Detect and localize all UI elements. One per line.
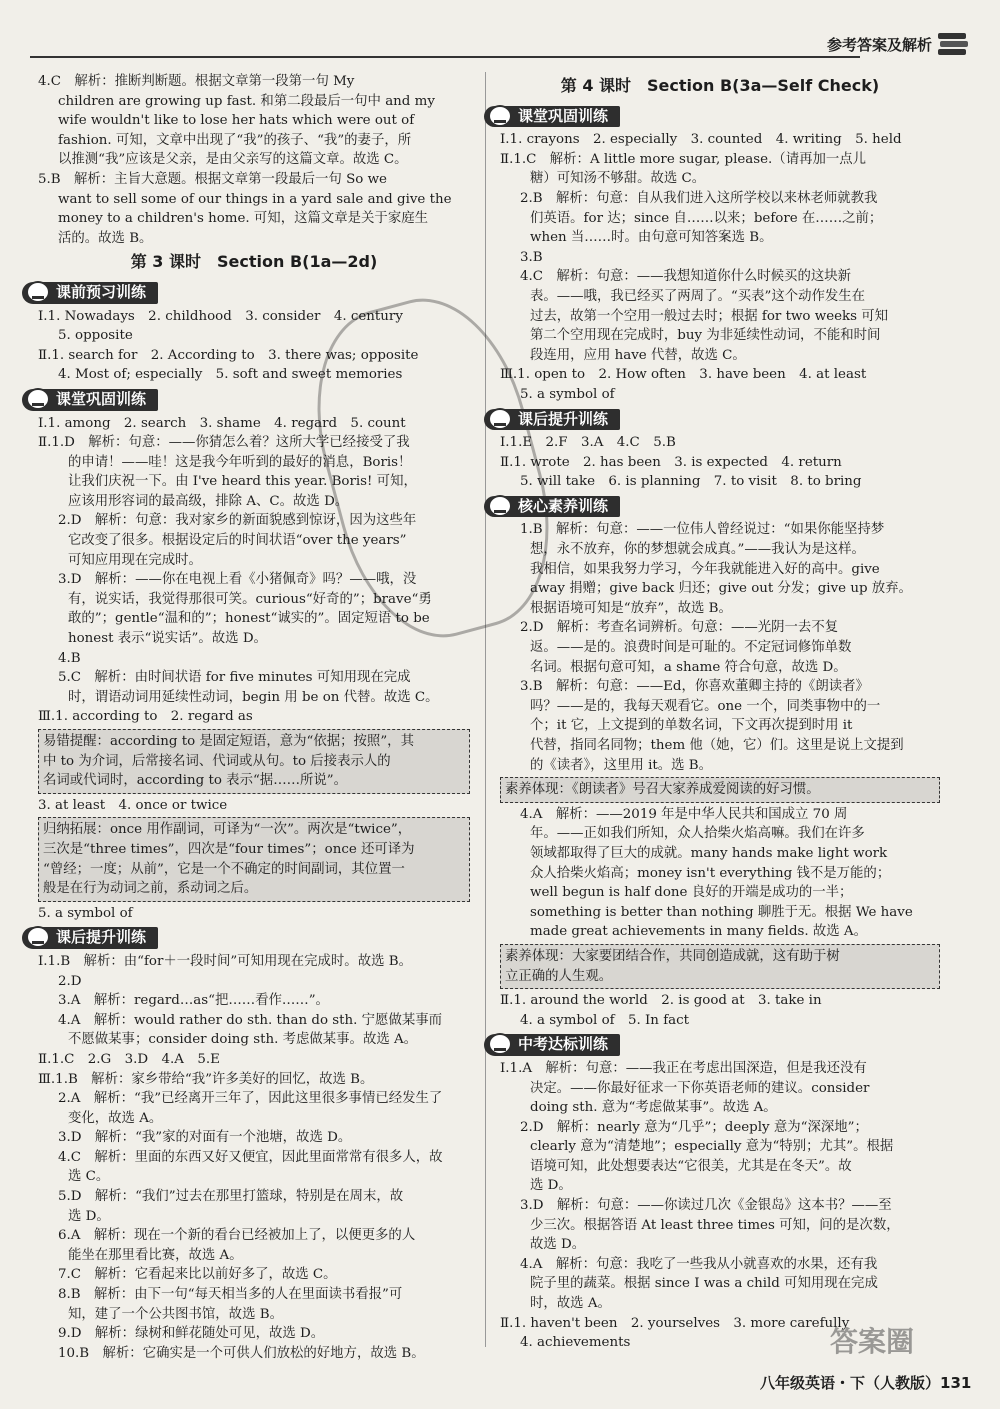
answer-line: 以推测“我”应该是父亲，是由父亲写的这篇文章。故选 C。 xyxy=(58,152,408,168)
answer-line: 时，谓语动词用延续性动词，begin 用 be on 代替。故选 C。 xyxy=(68,689,439,705)
section-banner xyxy=(484,1034,620,1056)
answer-line: 想，永不放弃，你的梦想就会成真。”——我认为是这样。 xyxy=(530,542,865,558)
section-banner xyxy=(22,389,158,411)
answer-line: 5. a symbol of xyxy=(38,905,133,921)
tip-box xyxy=(500,944,940,989)
answer-line: 过去，故第一个空用一般过去时；根据 for two weeks 可知 xyxy=(530,308,889,324)
tip-box xyxy=(38,817,470,901)
answer-line: 众人拾柴火焰高；money isn't everything 钱不是万能的； xyxy=(530,865,891,881)
answer-line: 它改变了很多。根据设定后的时间状语“over the years” xyxy=(68,533,407,549)
answer-line: Ⅰ.1.A 解析：句意：——我正在考虑出国深造，但是我还没有 xyxy=(500,1060,867,1076)
answer-line: 们英语。for 达；since 自……以来；before 在……之前； xyxy=(530,210,883,226)
answer-line: 2.D 解析：nearly 意为“几乎”；deeply 意为“深深地”； xyxy=(520,1119,868,1135)
section-banner-label: 课后提升训练 xyxy=(518,409,609,428)
answer-line: Ⅰ.1. crayons 2. especially 3. counted 4. writing 5. held xyxy=(500,132,902,148)
answer-line: Ⅰ.1. Nowadays 2. childhood 3. consider 4. century xyxy=(38,308,403,324)
section-banner-label: 课堂巩固训练 xyxy=(56,389,147,408)
answer-line: 知，建了一个公共图书馆，故选 B。 xyxy=(68,1306,283,1322)
section-banner-row xyxy=(500,492,940,521)
answer-line: 4.A 解析：would rather do sth. than do sth. 宁愿做某事而 xyxy=(58,1012,443,1028)
answer-line: 段连用，应用 have 代替，故选 C。 xyxy=(530,347,746,363)
answer-line: 4. a symbol of 5. In fact xyxy=(520,1012,690,1028)
answer-line: Ⅲ.1.B 解析：家乡带给“我”许多美好的回忆，故选 B。 xyxy=(38,1071,374,1087)
answer-line: 选 C。 xyxy=(68,1169,110,1185)
tip-box xyxy=(500,777,940,803)
answer-line: 10.B 解析：它确实是一个可供人们放松的好地方，故选 B。 xyxy=(58,1345,425,1361)
section-banner-row xyxy=(500,1030,940,1059)
answer-line: 有，说实话，我觉得那很可笑。curious“好奇的”；brave“勇 xyxy=(68,591,432,607)
answer-line: 吗？——是的，我每天观看它。one 一个，同类事物中的一 xyxy=(530,698,881,714)
answer-line: 4.C 解析：里面的东西又好又便宜，因此里面常常有很多人，故 xyxy=(58,1149,443,1165)
answer-line: 7.C 解析：它看起来比以前好多了，故选 C。 xyxy=(58,1267,337,1283)
answer-line: Ⅱ.1.D 解析：句意：——你猜怎么着？这所大学已经接受了我 xyxy=(38,435,410,451)
answer-line: 可知应用现在完成时。 xyxy=(68,552,202,568)
answer-line: money to a children's home. 可知，这篇文章是关于家庭生 xyxy=(58,211,428,227)
tip-line: 三次是“three times”，四次是“four times”；once 还可译为 xyxy=(43,841,415,857)
answer-line: Ⅰ.1.B 解析：由“for＋一段时间”可知用现在完成时。故选 B。 xyxy=(38,953,412,969)
answer-line: 4.B xyxy=(58,650,81,666)
answer-line: 返。——是的。浪费时间是可耻的。不定冠词修饰单数 xyxy=(530,640,852,656)
column-divider xyxy=(485,72,486,1347)
page-footer: 八年级英语・下（人教版）131 xyxy=(760,1374,972,1392)
answer-line: 我相信，如果我努力学习，今年我就能进入好的高中。give xyxy=(530,561,880,577)
answer-line: 代替，指同名同物；them 他（她，它）们。这里是说上文提到 xyxy=(530,738,904,753)
section-banner-row xyxy=(500,102,940,131)
answer-line: 决定。——你最好征求一下你英语老师的建议。consider xyxy=(530,1080,870,1096)
answer-line: 5.D 解析：“我们”过去在那里打篮球，特别是在周末，故 xyxy=(58,1189,404,1205)
answer-line: honest 表示“说实话”。故选 D。 xyxy=(68,631,267,647)
answer-line: clearly 意为“清楚地”；especially 意为“特别；尤其”。根据 xyxy=(530,1139,894,1155)
answer-line: 2.D xyxy=(58,973,82,989)
answer-line: Ⅱ.1.C 2.G 3.D 4.A 5.E xyxy=(38,1051,220,1067)
section-banner xyxy=(22,282,158,304)
answer-line: 4.C 解析：句意：——我想知道你什么时候买的这块新 xyxy=(520,269,852,285)
tip-line: 素养体现：大家要团结合作，共同创造成就，这有助于树 xyxy=(505,948,840,964)
answer-line: 3.D 解析：句意：——你读过几次《金银岛》这本书？——至 xyxy=(520,1198,892,1214)
answer-line: 活的。故选 B。 xyxy=(58,230,153,246)
page-header xyxy=(30,30,970,60)
answer-line: 5.B 解析：主旨大意题。根据文章第一段最后一句 So we xyxy=(38,171,387,187)
crown-icon xyxy=(488,408,512,430)
right-column xyxy=(500,72,940,1353)
answer-line: 4. achievements xyxy=(520,1335,631,1351)
answer-line: 能坐在那里看比赛，故选 A。 xyxy=(68,1247,243,1263)
tip-line: 素养体现：《朗读者》号召大家养成爱阅读的好习惯。 xyxy=(505,782,820,798)
section-banner-row xyxy=(38,278,470,307)
answer-line: 6.A 解析：现在一个新的看台已经被加上了，以便更多的人 xyxy=(58,1228,416,1244)
answer-line: 时，故选 A。 xyxy=(530,1296,611,1312)
answer-line: 3.A 解析：regard…as“把……看作……”。 xyxy=(58,993,329,1009)
answer-line: made great achievements in many fields. 故选 A。 xyxy=(530,924,867,940)
answer-line: 应该用形容词的最高级，排除 A、C。故选 D。 xyxy=(68,493,349,509)
answer-line: 8.B 解析：由下一句“每天相当多的人在里面读书看报”可 xyxy=(58,1287,403,1303)
answer-line: 敢的”；gentle“温和的”；honest“诚实的”。固定短语 to be xyxy=(68,611,430,627)
answer-line: children are growing up fast. 和第二段最后一句中 and my xyxy=(58,93,435,109)
answer-line: 让我们庆祝一下。由 I've heard this year. Boris! 可知， xyxy=(68,474,417,490)
answer-line: 3.B 解析：句意：——Ed，你喜欢董卿主持的《朗读者》 xyxy=(520,679,869,695)
left-column xyxy=(38,72,470,1363)
answer-line: Ⅱ.1. search for 2. According to 3. there was; opposite xyxy=(38,347,419,363)
answer-line: 年。——正如我们所知，众人拾柴火焰高嘛。我们在许多 xyxy=(530,826,865,842)
answer-line: 3.D 解析：“我”家的对面有一个池塘，故选 D。 xyxy=(58,1130,352,1146)
section-banner xyxy=(484,496,620,518)
answer-line: Ⅱ.1. wrote 2. has been 3. is expected 4. return xyxy=(500,454,842,470)
section-banner-label: 中考达标训练 xyxy=(518,1035,609,1054)
answer-line: 根据语境可知是“放弃”，故选 B。 xyxy=(530,600,732,616)
answer-line: 4.A 解析：——2019 年是中华人民共和国成立 70 周 xyxy=(520,806,848,822)
section-banner xyxy=(22,927,158,949)
section-banner-label: 课堂巩固训练 xyxy=(518,106,609,125)
answer-line: 的《读者》，这里用 it。选 B。 xyxy=(530,757,713,773)
answer-line: 的申请！——哇！这是我今年听到的最好的消息，Boris！ xyxy=(68,454,412,470)
section-banner-label: 核心素养训练 xyxy=(518,496,609,515)
lesson-heading: 第 3 课时 Section B(1a—2d) xyxy=(130,252,378,272)
crown-icon xyxy=(26,926,50,948)
crown-icon xyxy=(26,281,50,303)
answer-line: 院子里的蔬菜。根据 since I was a child 可知用现在完成 xyxy=(530,1276,878,1292)
answer-line: something is better than nothing 聊胜于无。根据 We have xyxy=(530,904,913,920)
answer-line: 5. opposite xyxy=(58,328,133,344)
section-banner-row xyxy=(38,923,470,952)
answer-line: 4. Most of; especially 5. soft and sweet memories xyxy=(58,367,403,383)
answer-line: 领域都取得了巨大的成就。many hands make light work xyxy=(530,845,888,861)
tip-line: 易错提醒：according to 是固定短语，意为“依据；按照”，其 xyxy=(43,734,414,749)
answer-line: Ⅰ.1.E 2.F 3.A 4.C 5.B xyxy=(500,435,676,451)
answer-line: 个；it 它，上文提到的单数名词，下文再次提到时用 it xyxy=(530,718,853,734)
tip-line: 立正确的人生观。 xyxy=(505,968,613,984)
answer-line: 故选 D。 xyxy=(530,1237,586,1253)
answer-line: Ⅱ.1.C 解析：A little more sugar, please.（请再加一点儿 xyxy=(500,151,867,167)
answer-line: 3.B xyxy=(520,249,543,265)
answer-line: 3. at least 4. once or twice xyxy=(38,797,228,813)
section-banner xyxy=(484,409,620,431)
answer-line: 少三次。根据答语 At least three times 可知，问的是次数， xyxy=(530,1217,900,1233)
section-banner-row xyxy=(38,385,470,414)
answer-line: 糖）可知汤不够甜。故选 C。 xyxy=(530,171,706,187)
header-rule xyxy=(30,56,860,58)
answer-line: 2.D 解析：句意：我对家乡的新面貌感到惊讶，因为这些年 xyxy=(58,513,417,529)
answer-line: 第二个空用现在完成时，buy 为非延续性动词，不能和时间 xyxy=(530,328,881,344)
answer-line: 表。——哦，我已经买了两周了。“买表”这个动作发生在 xyxy=(530,288,866,304)
answer-line: 不愿做某事；consider doing sth. 考虑做某事。故选 A。 xyxy=(68,1032,418,1048)
section-banner-row xyxy=(500,405,940,434)
answer-line: 2.D 解析：考查名词辨析。句意：——光阴一去不复 xyxy=(520,620,839,636)
header-title: 参考答案及解析 xyxy=(826,36,932,54)
answer-line: 5. will take 6. is planning 7. to visit 8. to bring xyxy=(520,474,862,490)
section-banner-label: 课后提升训练 xyxy=(56,928,147,947)
answer-line: 名词。根据句意可知，a shame 符合句意，故选 D。 xyxy=(530,659,847,675)
answer-line: want to sell some of our things in a yard sale and give the xyxy=(58,191,452,207)
crown-icon xyxy=(488,1033,512,1055)
answer-line: Ⅲ.1. open to 2. How often 3. have been 4. at least xyxy=(500,367,867,383)
answer-line: 3.D 解析：——你在电视上看《小猪佩奇》吗？——哦，没 xyxy=(58,572,417,588)
answer-line: wife wouldn't like to lose her hats which were out of xyxy=(58,113,415,129)
lesson-heading: 第 4 课时 Section B(3a—Self Check) xyxy=(560,76,880,95)
answer-line: 1.B 解析：句意：——一位伟人曾经说过：“如果你能坚持梦 xyxy=(520,522,885,538)
section-banner xyxy=(484,106,620,128)
crown-icon xyxy=(488,495,512,517)
answer-line: Ⅰ.1. among 2. search 3. shame 4. regard 5. count xyxy=(38,415,406,431)
answer-line: 5.C 解析：由时间状语 for five minutes 可知用现在完成 xyxy=(58,670,411,686)
answer-line: 2.A 解析：“我”已经离开三年了，因此这里很多事情已经发生了 xyxy=(58,1091,443,1107)
answer-line: 变化，故选 A。 xyxy=(68,1110,163,1126)
tip-line: 归纳拓展：once 用作副词，可译为“一次”。两次是“twice”， xyxy=(43,822,412,838)
answer-line: Ⅱ.1. around the world 2. is good at 3. take in xyxy=(500,993,822,1009)
answer-line: 语境可知，此处想要表达“它很美，尤其是在冬天”。故 xyxy=(530,1158,852,1174)
section-banner-label: 课前预习训练 xyxy=(56,282,147,301)
books-icon xyxy=(936,30,970,58)
answer-line: 5. a symbol of xyxy=(520,386,615,402)
answer-line: Ⅲ.1. according to 2. regard as xyxy=(38,709,253,725)
answer-line: 2.B 解析：句意：自从我们进入这所学校以来林老师就教我 xyxy=(520,190,878,206)
crown-icon xyxy=(26,388,50,410)
answer-line: Ⅱ.1. haven't been 2. yourselves 3. more carefully xyxy=(500,1315,850,1331)
tip-line: 般是在行为动词之前，系动词之后。 xyxy=(43,881,258,897)
tip-line: 名词或代词时，according to 表示“据……所说”。 xyxy=(43,773,348,789)
site-watermark: 答案圈 xyxy=(830,1325,915,1358)
tip-box xyxy=(38,729,470,794)
answer-line: well begun is half done 良好的开端是成功的一半； xyxy=(530,885,853,901)
answer-line: away 捐赠；give back 归还；give out 分发；give up 放弃。 xyxy=(530,581,912,597)
answer-line: 选 D。 xyxy=(530,1178,572,1194)
answer-line: 4.C 解析：推断判断题。根据文章第一段第一句 My xyxy=(38,74,355,89)
answer-line: 选 D。 xyxy=(68,1208,110,1224)
answer-line: when 当……时。由句意可知答案选 B。 xyxy=(530,230,773,246)
tip-line: 中 to 为介词，后常接名词、代词或从句。to 后接表示人的 xyxy=(43,753,391,769)
answer-line: doing sth. 意为“考虑做某事”。故选 A。 xyxy=(530,1100,777,1116)
answer-line: 4.A 解析：句意：我吃了一些我从小就喜欢的水果，还有我 xyxy=(520,1256,878,1272)
answer-line: fashion. 可知，文章中出现了“我”的孩子、“我”的妻子，所 xyxy=(58,132,412,148)
crown-icon xyxy=(488,105,512,127)
answer-line: 9.D 解析：绿树和鲜花随处可见，故选 D。 xyxy=(58,1326,325,1342)
tip-line: “曾经；一度；从前”，它是一个不确定的时间副词，其位置一 xyxy=(43,861,405,877)
